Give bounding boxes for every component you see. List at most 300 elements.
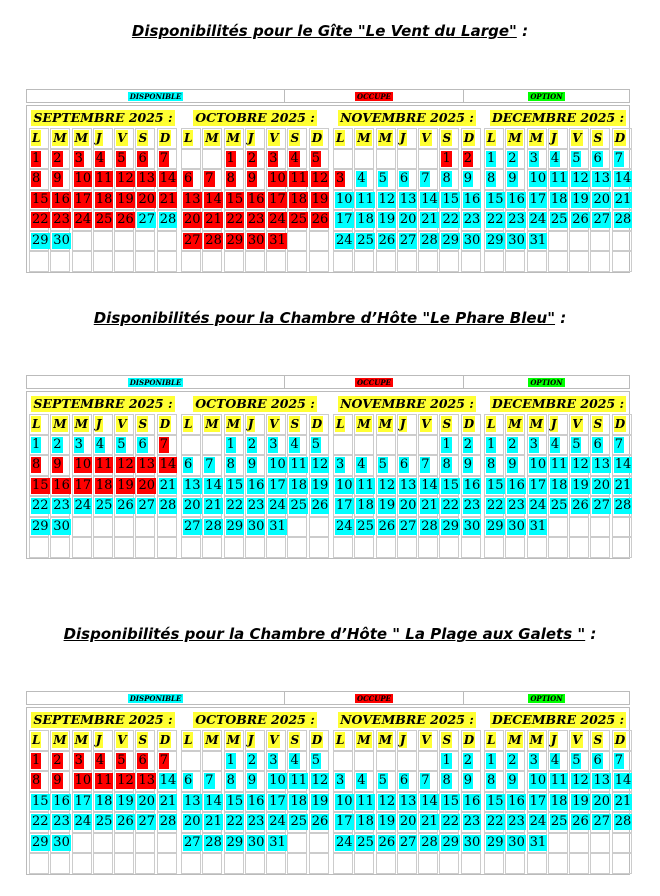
day-number: 23 <box>463 498 481 513</box>
day-number: 7 <box>159 436 169 452</box>
empty-day-cell <box>245 853 265 874</box>
day-cell-available <box>287 771 307 792</box>
day-cell-available <box>376 496 396 517</box>
weekday-label: D <box>614 417 626 431</box>
day-cell-available <box>590 812 610 833</box>
empty-day-cell <box>418 251 438 272</box>
day-cell-available <box>376 190 396 211</box>
day-number: 27 <box>593 814 611 829</box>
day-number: 9 <box>508 171 517 186</box>
day-number: 12 <box>378 477 396 493</box>
day-cell-available <box>224 476 244 497</box>
day-cell-available <box>202 833 222 854</box>
day-number: 7 <box>205 457 214 472</box>
day-number: 16 <box>508 793 525 809</box>
empty-day-cell <box>397 149 417 170</box>
day-number: 17 <box>74 793 92 809</box>
empty-day-cell <box>484 537 504 558</box>
day-cell-available <box>354 190 374 211</box>
day-number: 29 <box>226 518 244 534</box>
day-number: 9 <box>463 171 473 186</box>
day-number: 13 <box>399 191 417 207</box>
day-number: 29 <box>32 834 49 850</box>
day-cell-available <box>590 169 610 190</box>
day-number: 24 <box>74 498 92 513</box>
empty-day-cell <box>287 537 307 558</box>
day-number: 17 <box>74 191 92 207</box>
day-cell-available <box>354 169 374 190</box>
day-number: 15 <box>487 477 504 493</box>
empty-day-cell <box>287 833 307 854</box>
day-number: 30 <box>53 232 70 248</box>
day-number: 6 <box>138 752 147 768</box>
day-number: 15 <box>487 793 504 809</box>
weekday-label: M <box>74 131 88 145</box>
day-cell-occupied <box>333 169 353 190</box>
day-number: 1 <box>487 436 496 452</box>
month-title-label: DECEMBRE 2025 : <box>491 396 625 411</box>
day-cell-available <box>354 833 374 854</box>
day-cell-occupied <box>157 169 177 190</box>
day-number: 22 <box>226 212 244 227</box>
day-cell-available <box>505 496 525 517</box>
weekday-header <box>245 128 265 149</box>
legend-option <box>464 90 629 102</box>
day-number: 13 <box>184 477 201 493</box>
day-cell-available <box>484 751 504 772</box>
month-title-label: NOVEMBRE 2025 : <box>340 712 474 727</box>
weekday-header <box>376 730 396 751</box>
day-number: 31 <box>529 834 547 850</box>
legend-available-label: DISPONIBLE <box>129 377 182 387</box>
day-number: 9 <box>247 457 257 472</box>
day-number: 1 <box>442 150 451 166</box>
day-cell-available <box>612 190 632 211</box>
day-number: 28 <box>614 212 632 227</box>
empty-day-cell <box>612 517 632 538</box>
empty-day-cell <box>135 833 155 854</box>
day-number: 4 <box>95 752 105 768</box>
empty-day-cell <box>114 231 134 252</box>
empty-day-cell <box>29 537 49 558</box>
day-number: 30 <box>53 834 70 850</box>
day-cell-available <box>548 496 568 517</box>
day-number: 16 <box>508 191 525 207</box>
day-cell-occupied <box>29 169 49 190</box>
day-number: 18 <box>550 793 568 809</box>
day-number: 31 <box>529 518 547 534</box>
empty-day-cell <box>72 833 92 854</box>
weekday-label: V <box>572 733 582 747</box>
day-number: 8 <box>487 773 496 788</box>
empty-day-cell <box>612 853 632 874</box>
day-number: 29 <box>487 518 504 534</box>
day-cell-occupied <box>135 751 155 772</box>
empty-day-cell <box>224 251 244 272</box>
weekday-label: D <box>463 733 475 747</box>
month-calendar <box>484 108 632 272</box>
month-calendar <box>484 710 632 874</box>
day-number: 7 <box>421 457 430 472</box>
weekday-label: M <box>529 131 543 145</box>
empty-day-cell <box>548 537 568 558</box>
month-grid <box>333 730 481 874</box>
empty-day-cell <box>439 853 459 874</box>
weekday-label: J <box>95 733 102 747</box>
day-number: 4 <box>95 150 105 166</box>
day-number: 30 <box>463 518 481 534</box>
legend-available-label: DISPONIBLE <box>129 91 182 101</box>
day-cell-available <box>461 210 481 231</box>
day-cell-available <box>309 792 329 813</box>
day-number: 25 <box>290 814 308 829</box>
day-number: 13 <box>593 171 611 186</box>
month-title-label: NOVEMBRE 2025 : <box>340 110 474 125</box>
day-number: 21 <box>205 814 222 829</box>
day-cell-occupied <box>29 210 49 231</box>
day-number: 1 <box>32 752 41 768</box>
weekday-label: V <box>421 733 431 747</box>
weekday-header <box>612 128 632 149</box>
empty-day-cell <box>157 853 177 874</box>
day-number: 12 <box>378 793 396 809</box>
empty-day-cell <box>309 231 329 252</box>
day-number: 14 <box>205 477 222 493</box>
day-cell-occupied <box>245 210 265 231</box>
month-title <box>29 394 177 414</box>
day-cell-available <box>135 435 155 456</box>
empty-day-cell <box>612 231 632 252</box>
day-number: 5 <box>572 436 581 452</box>
day-cell-available <box>418 812 438 833</box>
empty-day-cell <box>505 537 525 558</box>
day-cell-available <box>29 435 49 456</box>
day-number: 3 <box>336 171 345 186</box>
day-cell-available <box>569 496 589 517</box>
empty-day-cell <box>590 231 610 252</box>
day-cell-available <box>461 517 481 538</box>
day-cell-available <box>461 792 481 813</box>
day-cell-available <box>376 476 396 497</box>
day-cell-available <box>439 496 459 517</box>
day-number: 6 <box>184 457 193 472</box>
day-cell-available <box>397 169 417 190</box>
day-number: 19 <box>311 191 329 207</box>
day-number: 21 <box>421 498 438 513</box>
day-number: 7 <box>614 150 624 166</box>
day-number: 28 <box>159 814 177 829</box>
day-cell-available <box>590 496 610 517</box>
day-cell-available <box>224 833 244 854</box>
day-number: 16 <box>53 191 70 207</box>
empty-day-cell <box>181 537 201 558</box>
day-cell-occupied <box>266 190 286 211</box>
weekday-header <box>157 128 177 149</box>
day-cell-available <box>527 792 547 813</box>
day-number: 20 <box>593 477 611 493</box>
empty-day-cell <box>135 853 155 874</box>
day-number: 8 <box>442 773 451 788</box>
weekday-label: D <box>614 131 626 145</box>
day-cell-available <box>612 812 632 833</box>
day-cell-available <box>484 169 504 190</box>
legend-option <box>464 376 629 388</box>
day-number: 5 <box>378 773 387 788</box>
weekday-label: M <box>508 131 522 145</box>
legend-available-label: DISPONIBLE <box>129 693 182 703</box>
empty-day-cell <box>569 833 589 854</box>
day-cell-available <box>224 792 244 813</box>
day-number: 28 <box>421 518 438 534</box>
day-number: 14 <box>421 191 438 207</box>
day-number: 7 <box>205 773 214 788</box>
day-cell-available <box>266 455 286 476</box>
day-cell-available <box>612 455 632 476</box>
weekday-header <box>181 730 201 751</box>
day-cell-available <box>157 771 177 792</box>
day-number: 28 <box>159 212 177 227</box>
empty-day-cell <box>202 537 222 558</box>
day-number: 9 <box>247 171 257 186</box>
day-number: 20 <box>399 814 417 829</box>
day-cell-available <box>612 771 632 792</box>
day-cell-occupied <box>266 149 286 170</box>
day-cell-available <box>461 455 481 476</box>
day-number: 24 <box>269 498 286 513</box>
day-cell-occupied <box>50 149 70 170</box>
weekday-header <box>354 730 374 751</box>
day-number: 2 <box>247 752 257 768</box>
day-number: 16 <box>247 191 265 207</box>
day-cell-occupied <box>181 169 201 190</box>
day-cell-occupied <box>114 771 134 792</box>
day-cell-available <box>29 792 49 813</box>
day-cell-available <box>157 210 177 231</box>
empty-day-cell <box>548 833 568 854</box>
day-cell-available <box>548 792 568 813</box>
weekday-label: V <box>117 131 127 145</box>
day-cell-occupied <box>50 751 70 772</box>
day-number: 17 <box>74 477 92 493</box>
weekday-header <box>376 128 396 149</box>
empty-day-cell <box>590 517 610 538</box>
empty-day-cell <box>376 751 396 772</box>
day-cell-available <box>266 435 286 456</box>
day-cell-available <box>72 496 92 517</box>
day-number: 28 <box>205 518 222 534</box>
day-cell-occupied <box>114 169 134 190</box>
day-number: 23 <box>247 814 265 829</box>
day-number: 22 <box>442 212 460 227</box>
weekday-header <box>569 414 589 435</box>
day-cell-available <box>612 792 632 813</box>
day-cell-available <box>612 496 632 517</box>
weekday-label: J <box>550 417 557 431</box>
day-number: 21 <box>159 793 177 809</box>
day-number: 9 <box>463 457 473 472</box>
day-number: 10 <box>74 773 92 788</box>
day-cell-occupied <box>72 210 92 231</box>
day-number: 29 <box>487 232 504 248</box>
day-number: 29 <box>226 232 244 248</box>
day-number: 20 <box>399 212 417 227</box>
day-cell-available <box>548 751 568 772</box>
day-number: 7 <box>159 150 169 166</box>
day-number: 10 <box>74 457 92 472</box>
day-cell-occupied <box>287 190 307 211</box>
empty-day-cell <box>333 853 353 874</box>
day-number: 11 <box>290 773 308 788</box>
empty-day-cell <box>93 537 113 558</box>
day-number: 14 <box>614 171 632 186</box>
empty-day-cell <box>157 517 177 538</box>
weekday-header <box>309 730 329 751</box>
empty-day-cell <box>266 537 286 558</box>
empty-day-cell <box>397 537 417 558</box>
day-cell-available <box>397 210 417 231</box>
day-cell-available <box>418 190 438 211</box>
day-number: 17 <box>529 793 547 809</box>
day-number: 11 <box>550 171 568 186</box>
day-cell-available <box>245 833 265 854</box>
month-grid <box>181 730 329 874</box>
weekday-header <box>376 414 396 435</box>
day-number: 4 <box>290 150 299 166</box>
empty-day-cell <box>181 751 201 772</box>
day-cell-occupied <box>309 210 329 231</box>
weekday-label: D <box>159 131 171 145</box>
day-number: 12 <box>572 171 589 186</box>
day-number: 17 <box>269 191 286 207</box>
day-cell-occupied <box>309 169 329 190</box>
empty-day-cell <box>590 251 610 272</box>
empty-day-cell <box>50 853 70 874</box>
day-cell-available <box>612 149 632 170</box>
month-calendar <box>181 108 329 272</box>
day-cell-available <box>181 833 201 854</box>
day-cell-available <box>505 517 525 538</box>
day-cell-available <box>484 210 504 231</box>
empty-day-cell <box>569 537 589 558</box>
day-number: 5 <box>378 457 387 472</box>
day-cell-available <box>590 210 610 231</box>
day-number: 26 <box>311 212 329 227</box>
day-number: 26 <box>378 518 396 534</box>
day-number: 2 <box>53 436 62 452</box>
day-cell-available <box>333 517 353 538</box>
day-number: 8 <box>487 171 496 186</box>
day-number: 24 <box>74 212 92 227</box>
day-number: 14 <box>614 773 632 788</box>
weekday-header <box>72 730 92 751</box>
day-cell-available <box>287 792 307 813</box>
day-cell-available <box>418 455 438 476</box>
weekday-label: S <box>290 131 300 145</box>
day-cell-available <box>333 812 353 833</box>
weekday-header <box>114 730 134 751</box>
day-cell-available <box>202 517 222 538</box>
day-cell-occupied <box>157 190 177 211</box>
weekday-label: L <box>336 417 345 431</box>
day-number: 6 <box>184 171 193 186</box>
day-number: 24 <box>529 212 547 227</box>
empty-day-cell <box>548 231 568 252</box>
day-number: 7 <box>159 752 169 768</box>
day-cell-available <box>397 833 417 854</box>
day-cell-occupied <box>266 231 286 252</box>
day-number: 27 <box>138 498 156 513</box>
day-cell-available <box>527 231 547 252</box>
empty-day-cell <box>376 537 396 558</box>
day-number: 18 <box>95 191 113 207</box>
day-cell-available <box>439 455 459 476</box>
day-cell-available <box>93 496 113 517</box>
weekday-header <box>333 414 353 435</box>
empty-day-cell <box>461 853 481 874</box>
empty-day-cell <box>135 537 155 558</box>
day-number: 21 <box>205 212 222 227</box>
day-number: 13 <box>399 793 417 809</box>
day-number: 16 <box>508 477 525 493</box>
empty-day-cell <box>484 853 504 874</box>
empty-day-cell <box>418 435 438 456</box>
day-cell-available <box>590 190 610 211</box>
weekday-label: M <box>529 733 543 747</box>
day-cell-occupied <box>202 169 222 190</box>
day-cell-available <box>354 771 374 792</box>
day-number: 31 <box>269 834 286 850</box>
empty-day-cell <box>309 853 329 874</box>
month-title-label: SEPTEMBRE 2025 : <box>33 396 173 411</box>
day-cell-available <box>461 476 481 497</box>
day-number: 21 <box>159 191 177 207</box>
day-cell-available <box>309 812 329 833</box>
day-number: 6 <box>138 436 147 452</box>
day-number: 22 <box>32 212 49 227</box>
day-number: 23 <box>508 212 525 227</box>
weekday-label: S <box>138 131 148 145</box>
day-number: 18 <box>95 793 113 809</box>
empty-day-cell <box>202 251 222 272</box>
day-cell-occupied <box>135 476 155 497</box>
day-number: 27 <box>593 498 611 513</box>
weekday-header <box>157 414 177 435</box>
day-number: 19 <box>378 498 396 513</box>
day-number: 25 <box>357 834 374 850</box>
day-number: 20 <box>399 498 417 513</box>
day-number: 27 <box>399 232 417 248</box>
weekday-header <box>93 128 113 149</box>
day-cell-available <box>245 812 265 833</box>
day-number: 28 <box>421 834 438 850</box>
day-cell-available <box>287 496 307 517</box>
weekday-label: S <box>138 733 148 747</box>
day-cell-available <box>418 496 438 517</box>
empty-day-cell <box>72 231 92 252</box>
day-cell-available <box>287 435 307 456</box>
weekday-header <box>590 414 610 435</box>
day-cell-available <box>157 476 177 497</box>
months-row <box>26 105 630 273</box>
day-cell-available <box>484 435 504 456</box>
day-number: 26 <box>378 232 396 248</box>
day-number: 12 <box>572 773 589 788</box>
weekday-label: D <box>614 733 626 747</box>
day-number: 23 <box>247 212 265 227</box>
day-number: 6 <box>593 150 602 166</box>
weekday-header <box>612 414 632 435</box>
empty-day-cell <box>354 751 374 772</box>
